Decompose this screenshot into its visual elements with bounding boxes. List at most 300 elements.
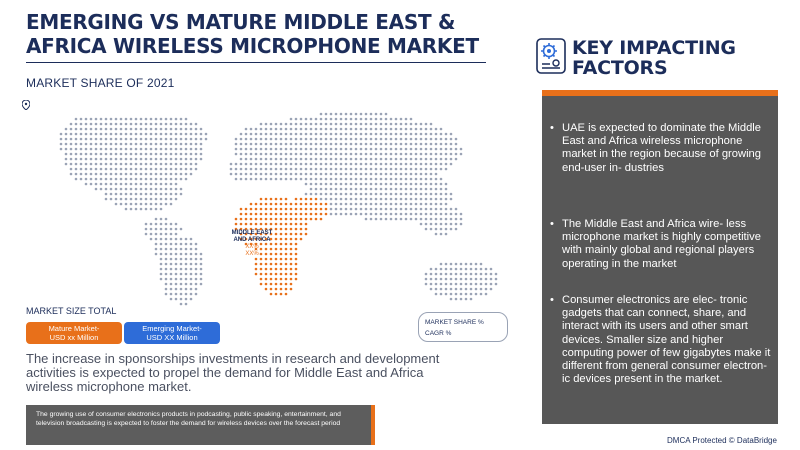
map-dot bbox=[340, 208, 343, 211]
map-dot bbox=[340, 193, 343, 196]
map-dot bbox=[420, 178, 423, 181]
map-dot bbox=[290, 138, 293, 141]
map-dot bbox=[345, 163, 348, 166]
map-dot bbox=[435, 168, 438, 171]
map-dot bbox=[370, 143, 373, 146]
map-dot bbox=[425, 163, 428, 166]
map-dot bbox=[325, 113, 328, 116]
mea-map-dot bbox=[240, 218, 243, 221]
map-dot bbox=[250, 138, 253, 141]
map-dot bbox=[405, 153, 408, 156]
map-dot bbox=[130, 158, 133, 161]
map-dot bbox=[180, 273, 183, 276]
map-dot bbox=[280, 143, 283, 146]
map-dot bbox=[445, 228, 448, 231]
map-dot bbox=[435, 208, 438, 211]
map-dot bbox=[450, 198, 453, 201]
map-dot bbox=[180, 128, 183, 131]
map-dot bbox=[140, 143, 143, 146]
map-dot bbox=[445, 143, 448, 146]
map-dot bbox=[260, 158, 263, 161]
bullet-icon: • bbox=[550, 294, 554, 306]
map-dot bbox=[145, 158, 148, 161]
map-dot bbox=[180, 263, 183, 266]
map-dot bbox=[370, 178, 373, 181]
map-dot bbox=[440, 128, 443, 131]
mea-map-dot bbox=[265, 223, 268, 226]
map-dot bbox=[380, 153, 383, 156]
map-dot bbox=[445, 158, 448, 161]
map-dot bbox=[205, 138, 208, 141]
map-dot bbox=[145, 178, 148, 181]
map-dot bbox=[410, 133, 413, 136]
map-dot bbox=[370, 173, 373, 176]
mea-map-dot bbox=[320, 213, 323, 216]
map-dot bbox=[115, 123, 118, 126]
map-dot bbox=[430, 198, 433, 201]
map-dot bbox=[335, 213, 338, 216]
mea-map-dot bbox=[295, 228, 298, 231]
factor-text: Consumer electronics are elec- tronic gadgets that can connect, share, and interact with its users and other smart devices. Smaller size and higher computing power of few gigabytes make it different from general consumer electron- ic devices present in the market. bbox=[562, 294, 771, 386]
mea-map-dot bbox=[305, 218, 308, 221]
map-dot bbox=[485, 273, 488, 276]
map-dot bbox=[360, 163, 363, 166]
map-dot bbox=[395, 208, 398, 211]
map-dot bbox=[285, 133, 288, 136]
map-dot bbox=[120, 198, 123, 201]
map-dot bbox=[185, 303, 188, 306]
map-dot bbox=[440, 223, 443, 226]
map-dot bbox=[380, 133, 383, 136]
map-dot bbox=[130, 133, 133, 136]
map-dot bbox=[280, 148, 283, 151]
map-dot bbox=[435, 203, 438, 206]
map-dot bbox=[355, 193, 358, 196]
map-dot bbox=[315, 123, 318, 126]
map-dot bbox=[95, 173, 98, 176]
map-dot bbox=[70, 123, 73, 126]
mea-map-dot bbox=[300, 198, 303, 201]
map-dot bbox=[140, 178, 143, 181]
map-dot bbox=[400, 203, 403, 206]
map-dot bbox=[100, 143, 103, 146]
map-dot bbox=[380, 113, 383, 116]
map-dot bbox=[295, 118, 298, 121]
map-dot bbox=[365, 208, 368, 211]
mea-map-dot bbox=[290, 283, 293, 286]
map-dot bbox=[385, 208, 388, 211]
map-dot bbox=[355, 213, 358, 216]
map-dot bbox=[430, 218, 433, 221]
map-dot bbox=[290, 173, 293, 176]
mea-map-dot bbox=[290, 248, 293, 251]
map-dot bbox=[475, 293, 478, 296]
mea-map-dot bbox=[265, 218, 268, 221]
map-dot bbox=[320, 168, 323, 171]
mea-map-dot bbox=[315, 198, 318, 201]
map-dot bbox=[285, 123, 288, 126]
map-dot bbox=[150, 153, 153, 156]
map-dot bbox=[60, 133, 63, 136]
map-dot bbox=[430, 273, 433, 276]
map-dot bbox=[350, 213, 353, 216]
map-dot bbox=[275, 153, 278, 156]
map-dot bbox=[405, 218, 408, 221]
map-dot bbox=[395, 148, 398, 151]
map-dot bbox=[315, 118, 318, 121]
map-dot bbox=[95, 123, 98, 126]
map-dot bbox=[440, 163, 443, 166]
map-dot bbox=[465, 263, 468, 266]
map-dot bbox=[450, 153, 453, 156]
map-dot bbox=[365, 128, 368, 131]
factor-text: The Middle East and Africa wire- less microphone market is highly competitive with mainly global and regional players operating in the market bbox=[562, 218, 761, 270]
mea-map-dot bbox=[275, 273, 278, 276]
map-dot bbox=[145, 148, 148, 151]
map-dot bbox=[410, 163, 413, 166]
map-dot bbox=[325, 138, 328, 141]
map-dot bbox=[385, 128, 388, 131]
map-dot bbox=[180, 283, 183, 286]
map-dot bbox=[460, 273, 463, 276]
mea-map-dot bbox=[295, 203, 298, 206]
map-dot bbox=[165, 238, 168, 241]
map-dot bbox=[400, 168, 403, 171]
map-dot bbox=[435, 283, 438, 286]
map-dot bbox=[95, 183, 98, 186]
map-dot bbox=[455, 273, 458, 276]
mea-map-dot bbox=[280, 253, 283, 256]
map-dot bbox=[160, 138, 163, 141]
map-dot bbox=[435, 178, 438, 181]
map-dot bbox=[155, 203, 158, 206]
map-dot bbox=[150, 128, 153, 131]
map-dot bbox=[135, 133, 138, 136]
mea-map-dot bbox=[270, 213, 273, 216]
map-dot bbox=[355, 158, 358, 161]
mea-map-dot bbox=[315, 203, 318, 206]
map-dot bbox=[105, 118, 108, 121]
map-dot bbox=[310, 133, 313, 136]
mea-map-dot bbox=[270, 253, 273, 256]
mea-map-dot bbox=[290, 273, 293, 276]
map-dot bbox=[125, 123, 128, 126]
mea-map-dot bbox=[275, 253, 278, 256]
title-block bbox=[10, 2, 480, 63]
map-dot bbox=[260, 128, 263, 131]
map-dot bbox=[275, 178, 278, 181]
map-dot bbox=[100, 188, 103, 191]
map-dot bbox=[350, 193, 353, 196]
mea-map-dot bbox=[305, 208, 308, 211]
map-dot bbox=[165, 233, 168, 236]
mea-map-dot bbox=[270, 218, 273, 221]
mea-map-dot bbox=[280, 273, 283, 276]
map-dot bbox=[395, 193, 398, 196]
map-dot bbox=[380, 158, 383, 161]
map-dot bbox=[170, 198, 173, 201]
mea-map-dot bbox=[265, 283, 268, 286]
map-dot bbox=[245, 168, 248, 171]
map-dot bbox=[195, 283, 198, 286]
mea-map-dot bbox=[295, 273, 298, 276]
map-dot bbox=[340, 213, 343, 216]
map-dot bbox=[325, 193, 328, 196]
map-dot bbox=[435, 218, 438, 221]
map-dot bbox=[430, 213, 433, 216]
map-dot bbox=[190, 248, 193, 251]
map-dot bbox=[290, 158, 293, 161]
map-dot bbox=[100, 133, 103, 136]
dmca-notice: DMCA Protected © DataBridge bbox=[667, 436, 777, 445]
map-dot bbox=[60, 148, 63, 151]
map-dot bbox=[165, 123, 168, 126]
map-dot bbox=[175, 138, 178, 141]
map-dot bbox=[310, 148, 313, 151]
map-dot bbox=[370, 158, 373, 161]
map-dot bbox=[305, 168, 308, 171]
mea-map-dot bbox=[260, 263, 263, 266]
map-dot bbox=[155, 198, 158, 201]
map-dot bbox=[495, 278, 498, 281]
map-dot bbox=[170, 188, 173, 191]
map-dot bbox=[325, 118, 328, 121]
map-dot bbox=[335, 193, 338, 196]
map-dot bbox=[350, 198, 353, 201]
map-dot bbox=[445, 168, 448, 171]
mea-map-dot bbox=[305, 213, 308, 216]
map-dot bbox=[295, 133, 298, 136]
map-dot bbox=[120, 128, 123, 131]
mea-map-dot bbox=[285, 198, 288, 201]
map-dot bbox=[350, 148, 353, 151]
map-dot bbox=[255, 153, 258, 156]
map-dot bbox=[125, 188, 128, 191]
map-dot bbox=[230, 163, 233, 166]
mea-map-dot bbox=[270, 283, 273, 286]
map-dot bbox=[380, 148, 383, 151]
map-dot bbox=[165, 118, 168, 121]
map-dot bbox=[440, 188, 443, 191]
map-dot bbox=[340, 128, 343, 131]
mea-map-dot bbox=[290, 288, 293, 291]
map-dot bbox=[95, 138, 98, 141]
map-dot bbox=[155, 233, 158, 236]
map-dot bbox=[160, 193, 163, 196]
map-dot bbox=[150, 233, 153, 236]
map-dot bbox=[330, 168, 333, 171]
map-dot bbox=[375, 193, 378, 196]
map-dot bbox=[335, 163, 338, 166]
map-dot bbox=[245, 128, 248, 131]
map-dot bbox=[130, 198, 133, 201]
map-dot bbox=[400, 163, 403, 166]
map-dot bbox=[70, 128, 73, 131]
map-dot bbox=[340, 118, 343, 121]
map-dot bbox=[145, 223, 148, 226]
map-dot bbox=[85, 173, 88, 176]
map-dot bbox=[390, 203, 393, 206]
map-dot bbox=[175, 288, 178, 291]
map-dot bbox=[125, 138, 128, 141]
map-dot bbox=[250, 178, 253, 181]
map-dot bbox=[390, 133, 393, 136]
map-dot bbox=[350, 143, 353, 146]
mea-map-dot bbox=[245, 213, 248, 216]
mea-map-dot bbox=[285, 278, 288, 281]
map-dot bbox=[395, 143, 398, 146]
map-dot bbox=[160, 173, 163, 176]
map-dot bbox=[165, 293, 168, 296]
mea-map-dot bbox=[275, 258, 278, 261]
map-dot bbox=[350, 133, 353, 136]
map-dot bbox=[170, 133, 173, 136]
map-dot bbox=[170, 238, 173, 241]
map-dot bbox=[410, 118, 413, 121]
map-dot bbox=[145, 138, 148, 141]
map-dot bbox=[455, 293, 458, 296]
map-dot bbox=[400, 208, 403, 211]
mea-map-dot bbox=[285, 238, 288, 241]
map-dot bbox=[455, 223, 458, 226]
mea-map-dot bbox=[285, 273, 288, 276]
map-dot bbox=[155, 208, 158, 211]
map-dot bbox=[175, 168, 178, 171]
map-dot bbox=[385, 148, 388, 151]
map-dot bbox=[115, 163, 118, 166]
mea-map-dot bbox=[290, 263, 293, 266]
map-dot bbox=[195, 138, 198, 141]
mea-map-dot bbox=[315, 213, 318, 216]
map-dot bbox=[235, 163, 238, 166]
map-dot bbox=[385, 123, 388, 126]
map-dot bbox=[415, 123, 418, 126]
map-dot bbox=[95, 153, 98, 156]
mea-map-dot bbox=[280, 243, 283, 246]
map-dot bbox=[100, 178, 103, 181]
map-dot bbox=[155, 163, 158, 166]
map-dot bbox=[425, 143, 428, 146]
mea-map-dot bbox=[250, 208, 253, 211]
mea-map-dot bbox=[300, 203, 303, 206]
mea-map-dot bbox=[295, 218, 298, 221]
map-dot bbox=[350, 173, 353, 176]
map-dot bbox=[140, 128, 143, 131]
map-dot bbox=[185, 178, 188, 181]
map-dot bbox=[330, 133, 333, 136]
map-dot bbox=[180, 148, 183, 151]
map-dot bbox=[160, 218, 163, 221]
mea-map-dot bbox=[285, 223, 288, 226]
map-dot bbox=[120, 183, 123, 186]
map-dot bbox=[395, 138, 398, 141]
map-dot bbox=[450, 148, 453, 151]
map-dot bbox=[115, 178, 118, 181]
map-dot bbox=[375, 148, 378, 151]
map-dot bbox=[335, 113, 338, 116]
map-dot bbox=[260, 133, 263, 136]
map-dot bbox=[160, 258, 163, 261]
map-dot bbox=[65, 138, 68, 141]
mea-map-dot bbox=[240, 208, 243, 211]
map-dot bbox=[375, 178, 378, 181]
map-dot bbox=[185, 128, 188, 131]
map-dot bbox=[460, 223, 463, 226]
map-dot bbox=[110, 143, 113, 146]
map-dot bbox=[325, 143, 328, 146]
map-dot bbox=[265, 148, 268, 151]
mea-map-dot bbox=[285, 228, 288, 231]
map-dot bbox=[415, 168, 418, 171]
map-dot bbox=[65, 153, 68, 156]
map-dot bbox=[310, 153, 313, 156]
map-dot bbox=[145, 228, 148, 231]
map-dot bbox=[300, 138, 303, 141]
map-dot bbox=[170, 288, 173, 291]
map-dot bbox=[380, 123, 383, 126]
map-dot bbox=[380, 168, 383, 171]
map-dot bbox=[350, 118, 353, 121]
mea-map-dot bbox=[245, 218, 248, 221]
map-dot bbox=[370, 128, 373, 131]
map-dot bbox=[145, 203, 148, 206]
map-dot bbox=[385, 203, 388, 206]
key-factors-title-line-2: FACTORS bbox=[572, 57, 668, 79]
map-dot bbox=[450, 163, 453, 166]
map-dot bbox=[275, 173, 278, 176]
map-dot bbox=[170, 248, 173, 251]
map-dot bbox=[395, 203, 398, 206]
map-dot bbox=[360, 168, 363, 171]
map-dot bbox=[140, 203, 143, 206]
map-dot bbox=[410, 188, 413, 191]
map-dot bbox=[320, 143, 323, 146]
map-dot bbox=[125, 183, 128, 186]
map-dot bbox=[430, 288, 433, 291]
map-dot bbox=[155, 153, 158, 156]
map-dot bbox=[370, 183, 373, 186]
map-dot bbox=[105, 168, 108, 171]
map-dot bbox=[415, 153, 418, 156]
map-dot bbox=[280, 153, 283, 156]
map-dot bbox=[350, 168, 353, 171]
mea-map-dot bbox=[290, 258, 293, 261]
map-dot bbox=[420, 203, 423, 206]
map-dot bbox=[160, 243, 163, 246]
map-dot bbox=[190, 293, 193, 296]
map-dot bbox=[180, 123, 183, 126]
map-dot bbox=[190, 163, 193, 166]
map-dot bbox=[390, 158, 393, 161]
map-dot bbox=[240, 143, 243, 146]
map-dot bbox=[315, 178, 318, 181]
map-dot bbox=[90, 173, 93, 176]
mea-map-dot bbox=[280, 278, 283, 281]
map-dot bbox=[280, 163, 283, 166]
map-dot bbox=[270, 173, 273, 176]
map-dot bbox=[385, 198, 388, 201]
map-dot bbox=[135, 143, 138, 146]
map-dot bbox=[455, 138, 458, 141]
map-dot bbox=[140, 193, 143, 196]
map-dot bbox=[150, 173, 153, 176]
map-dot bbox=[345, 138, 348, 141]
map-dot bbox=[415, 148, 418, 151]
map-dot bbox=[405, 118, 408, 121]
map-dot bbox=[440, 213, 443, 216]
map-dot bbox=[180, 278, 183, 281]
map-dot bbox=[335, 123, 338, 126]
